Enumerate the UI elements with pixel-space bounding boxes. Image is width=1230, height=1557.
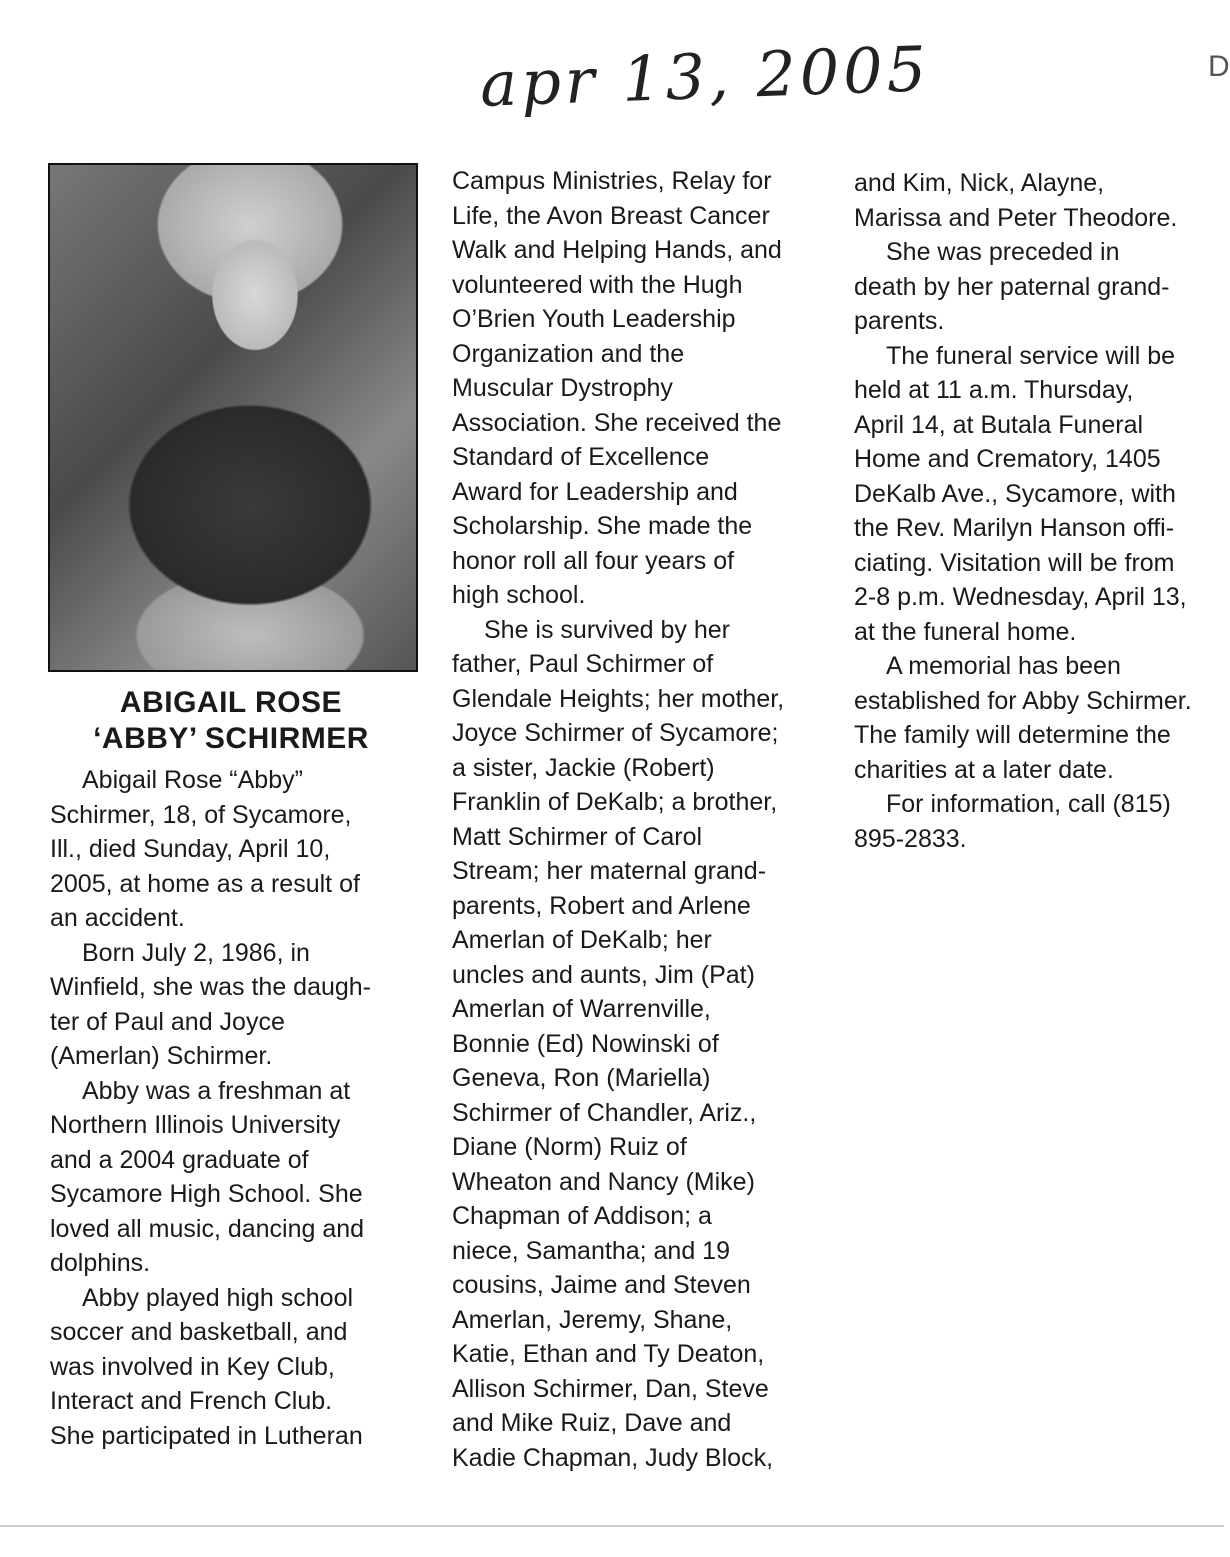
text-line: O’Brien Youth Leadership xyxy=(452,305,736,333)
text-line: niece, Samantha; and 19 xyxy=(452,1236,730,1265)
text-line: The family will determine the xyxy=(854,721,1171,749)
text-line: A memorial has been xyxy=(886,652,1121,680)
text-line: Schirmer, 18, of Sycamore, xyxy=(50,800,352,829)
text-line: 2-8 p.m. Wednesday, April 13, xyxy=(854,583,1187,611)
text-line: Association. She received the xyxy=(452,408,782,437)
column-3 xyxy=(854,166,1192,856)
text-line: Abigail Rose “Abby” xyxy=(82,766,303,794)
text-line: Allison Schirmer, Dan, Steve xyxy=(452,1374,769,1403)
text-line: She participated in Lutheran xyxy=(50,1421,363,1450)
text-line: established for Abby Schirmer. xyxy=(854,686,1192,715)
text-line: For information, call (815) xyxy=(886,790,1171,818)
column-1 xyxy=(50,763,371,1453)
text-line: and Mike Ruiz, Dave and xyxy=(452,1409,732,1437)
text-line: She was preceded in xyxy=(886,238,1120,266)
text-line: (Amerlan) Schirmer. xyxy=(50,1042,273,1070)
text-line: Ill., died Sunday, April 10, xyxy=(50,835,331,863)
text-line: Joyce Schirmer of Sycamore; xyxy=(452,719,779,747)
text-line: cousins, Jaime and Steven xyxy=(452,1271,751,1299)
text-line: DeKalb Ave., Sycamore, with xyxy=(854,479,1176,508)
text-line: Organization and the xyxy=(452,339,685,368)
text-line: death by her paternal grand- xyxy=(854,272,1170,301)
text-line: Amerlan of Warrenville, xyxy=(452,995,711,1023)
text-line: charities at a later date. xyxy=(854,755,1114,784)
obituary-name-line1: ABIGAIL ROSE xyxy=(119,686,343,719)
text-line: Award for Leadership and xyxy=(452,477,738,506)
text-line: 895-2833. xyxy=(854,824,967,853)
text-line: and Kim, Nick, Alayne, xyxy=(854,169,1105,197)
corner-mark: D xyxy=(1208,50,1230,83)
text-line: ter of Paul and Joyce xyxy=(50,1007,285,1036)
text-line: soccer and basketball, and xyxy=(50,1318,348,1346)
page-edge xyxy=(0,1525,1224,1527)
text-line: Campus Ministries, Relay for xyxy=(452,167,772,195)
text-line: Life, the Avon Breast Cancer xyxy=(452,201,770,230)
text-line: Sycamore High School. She xyxy=(50,1180,363,1208)
text-line: Bonnie (Ed) Nowinski of xyxy=(452,1029,719,1058)
obituary-name-line2: ‘ABBY’ SCHIRMER xyxy=(93,722,369,755)
text-line: parents. xyxy=(854,307,945,335)
text-line: 2005, at home as a result of xyxy=(50,869,360,898)
text-line: Franklin of DeKalb; a brother, xyxy=(452,788,778,816)
text-line: uncles and aunts, Jim (Pat) xyxy=(452,960,755,989)
text-line: The funeral service will be xyxy=(886,341,1176,370)
portrait-photo xyxy=(48,163,418,672)
text-line: parents, Robert and Arlene xyxy=(452,891,751,920)
text-line: Amerlan, Jeremy, Shane, xyxy=(452,1305,733,1334)
text-line: Amerlan of DeKalb; her xyxy=(452,926,712,954)
text-line: Interact and French Club. xyxy=(50,1387,333,1415)
text-line: Schirmer of Chandler, Ariz., xyxy=(452,1098,757,1127)
text-line: Walk and Helping Hands, and xyxy=(452,236,782,264)
text-line: Marissa and Peter Theodore. xyxy=(854,203,1178,232)
text-line: Kadie Chapman, Judy Block, xyxy=(452,1443,774,1472)
text-line: Scholarship. She made the xyxy=(452,512,753,540)
text-line: Chapman of Addison; a xyxy=(452,1202,712,1230)
text-line: volunteered with the Hugh xyxy=(452,270,743,299)
text-line: Standard of Excellence xyxy=(452,443,710,471)
text-line: Abby played high school xyxy=(82,1283,354,1312)
text-line: high school. xyxy=(452,581,586,609)
text-line: an accident. xyxy=(50,904,185,932)
text-line: She is survived by her xyxy=(484,615,730,644)
text-line: Wheaton and Nancy (Mike) xyxy=(452,1167,755,1196)
text-line: Winfield, she was the daugh- xyxy=(50,973,372,1001)
text-line: April 14, at Butala Funeral xyxy=(854,410,1144,439)
text-line: Muscular Dystrophy xyxy=(452,374,673,402)
text-line: held at 11 a.m. Thursday, xyxy=(854,376,1134,404)
text-line: Northern Illinois University xyxy=(50,1111,341,1139)
text-line: Glendale Heights; her mother, xyxy=(452,684,785,713)
text-line: Katie, Ethan and Ty Deaton, xyxy=(452,1340,765,1368)
text-line: Born July 2, 1986, in xyxy=(82,938,310,967)
text-line: ciating. Visitation will be from xyxy=(854,548,1175,577)
text-line: a sister, Jackie (Robert) xyxy=(452,753,715,782)
text-line: Abby was a freshman at xyxy=(82,1076,351,1105)
text-line: father, Paul Schirmer of xyxy=(452,650,714,678)
text-line: Matt Schirmer of Carol xyxy=(452,822,703,851)
text-line: the Rev. Marilyn Hanson offi- xyxy=(854,514,1175,542)
text-line: at the funeral home. xyxy=(854,617,1077,646)
handwritten-date: apr 13, 2005 xyxy=(478,32,932,121)
text-line: Geneva, Ron (Mariella) xyxy=(452,1064,711,1092)
column-2 xyxy=(452,164,784,1475)
text-line: Diane (Norm) Ruiz of xyxy=(452,1133,687,1161)
text-line: Home and Crematory, 1405 xyxy=(854,445,1161,473)
text-line: honor roll all four years of xyxy=(452,546,735,575)
text-line: loved all music, dancing and xyxy=(50,1214,365,1243)
text-line: Stream; her maternal grand- xyxy=(452,857,767,885)
text-line: was involved in Key Club, xyxy=(50,1352,335,1381)
text-line: and a 2004 graduate of xyxy=(50,1145,309,1174)
text-line: dolphins. xyxy=(50,1249,151,1277)
